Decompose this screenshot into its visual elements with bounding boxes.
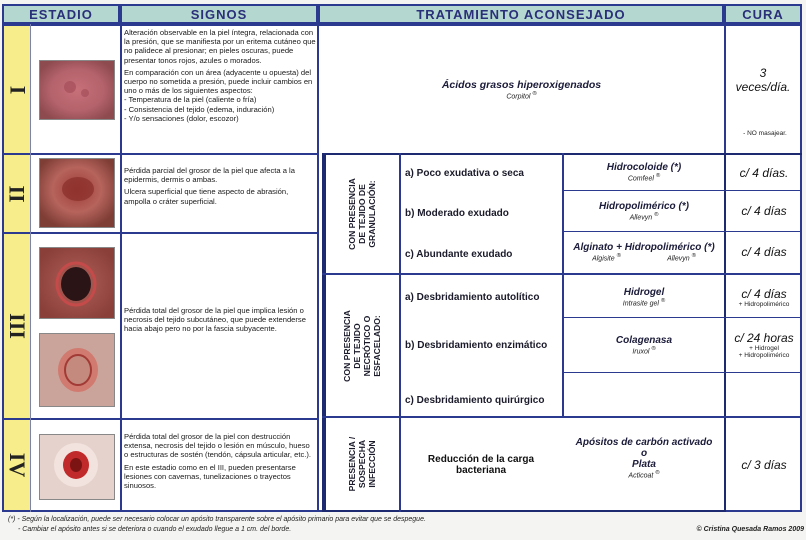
row-divider — [562, 190, 802, 191]
product-name: Hidropolimérico (*) — [598, 200, 689, 212]
product-name: Alginato + Hidropolimérico (*) — [573, 241, 715, 253]
granulacion-cura-c: c/ 4 días — [741, 245, 787, 259]
signos-stage-4-p2: En este estadio como en el III, pueden presentarse lesiones con cavernas, tunelizaciones o trayectos sinuosos. — [124, 462, 296, 491]
necrotico-cura-b — [726, 319, 802, 371]
cura-value: c/ 4 días — [741, 286, 787, 301]
cura-stage-1-value: 3 — [759, 66, 767, 80]
product-name: Apósitos de carbón activado — [575, 436, 713, 448]
infeccion-text — [401, 420, 561, 510]
necrotico-product-a — [564, 277, 724, 317]
header-signos: SIGNOS — [120, 4, 318, 24]
footer-note-1: (*) - Según la localización, puede ser necesario colocar un apósito transparente sobre el apósito primario para evitar que se despegue. — [8, 516, 426, 523]
necrotico-label: CON PRESENCIA DE TEJIDO NECRÓTICO O ESFACELADO: — [342, 309, 382, 382]
product-brand: Acticoat ® — [628, 469, 660, 480]
product-name: Plata — [632, 458, 656, 470]
necrotico-cura-a — [726, 277, 802, 317]
row-divider — [2, 418, 318, 420]
signos-stage-1-p2: En comparación con un área (adyacente u opuesta) del cuerpo no sometida a presión, puede incluir cambios en uno o más de los siguientes aspectos: - Temperatura de la piel (caliente o fría) - Consistencia del tejido (edema, induración) - Y/o sensaciones (dolor, escozor) — [124, 67, 313, 123]
product-or: o — [640, 447, 648, 459]
col-divider — [120, 24, 122, 512]
signos-stage-1 — [124, 28, 316, 152]
treatment-stage-1 — [319, 26, 724, 153]
stage-1-numeral: I — [5, 85, 30, 94]
header-cura: CURA — [724, 4, 802, 24]
wound-photo-stage-1 — [39, 60, 115, 120]
granulacion-label: CON PRESENCIA DE TEJIDO DE GRANULACIÓN: — [347, 178, 377, 250]
signos-stage-3-p1: Pérdida total del grosor de la piel que implica lesión o necrosis del tejido subcutáneo, que puede extenderse hacia abajo pero no por la fascia subyacente. — [124, 306, 306, 334]
wound-photo-stage-3b — [39, 333, 115, 407]
stage-4-numeral: IV — [4, 452, 30, 478]
wound-photo-stage-2 — [39, 158, 115, 228]
cura-value: c/ 24 horas — [734, 331, 794, 345]
product-brand: Allevyn ® — [629, 211, 659, 222]
signos-stage-2 — [124, 166, 316, 230]
infeccion-product — [564, 430, 724, 486]
granulacion-option-c: c) Abundante exudado — [405, 248, 513, 260]
signos-stage-4 — [124, 432, 316, 510]
cura-note: + Hidropolimérico — [738, 300, 790, 308]
necrotico-product-b — [564, 319, 724, 371]
col-divider — [30, 24, 31, 512]
granulacion-product-a — [564, 155, 724, 190]
treatment-stage-1-brand: Corpitol ® — [506, 90, 537, 101]
product-name: Hidrogel — [623, 286, 665, 298]
stage-3-cell — [4, 234, 30, 418]
signos-stage-3 — [124, 306, 316, 366]
footer-credit: © Cristina Quesada Ramos 2009 — [696, 526, 804, 533]
wound-photo-stage-4 — [39, 434, 115, 500]
infeccion-cura: c/ 3 días — [741, 458, 787, 472]
stage-2-numeral: II — [5, 184, 30, 203]
header-tratamiento: TRATAMIENTO ACONSEJADO — [318, 4, 724, 24]
signos-stage-4-p1: Pérdida total del grosor de la piel con destrucción extensa, necrosis del tejido o lesión en músculo, hueso o estructuras de sostén (tendón, cápsula articular, etc.). — [124, 432, 311, 460]
granulacion-option-b: b) Moderado exudado — [405, 207, 509, 219]
infeccion-label: PRESENCIA / SOSPECHA INFECCIÓN — [347, 436, 377, 492]
row-divider — [562, 317, 802, 318]
signos-stage-2-p1: Pérdida parcial del grosor de la piel que afecta a la epidermis, dermis o ambas. — [124, 166, 295, 185]
row-divider — [2, 232, 318, 234]
cura-stage-1-note: - NO masajear. — [743, 130, 787, 137]
product-name: Colagenasa — [615, 334, 673, 346]
stage-3-numeral: III — [5, 313, 30, 339]
cura-stage-1 — [726, 60, 800, 100]
stage-4-cell — [4, 420, 30, 510]
stage-1-cell — [4, 26, 30, 153]
product-brand: Comfeel ® — [627, 173, 661, 183]
cura-note: + Hidrogel — [749, 345, 779, 352]
footer-note-2: - Cambiar el apósito antes si se deteriora o cuando el exudado llegue a 1 cm. del borde. — [18, 526, 292, 533]
granulacion-option-a: a) Poco exudativa o seca — [405, 167, 524, 179]
granulacion-product-c — [564, 233, 724, 271]
necrotico-option-a: a) Desbridamiento autolítico — [405, 291, 540, 303]
cura-note: + Hidropolimérico — [738, 352, 790, 359]
stage-2-cell — [4, 155, 30, 232]
necrotico-option-b: b) Desbridamiento enzimático — [405, 339, 548, 351]
signos-stage-1-p1: Alteración observable en la piel íntegra, relacionada con la presión, que se manifiesta por un eritema cutáneo que no palidece al presionar; en pieles oscuras, puede presentar tonos rojos, azules o morados. — [124, 28, 316, 65]
granulacion-cura-a: c/ 4 días. — [739, 165, 789, 180]
product-name: Hidrocoloide (*) — [606, 162, 682, 174]
necrotico-option-c: c) Desbridamiento quirúrgico — [405, 394, 545, 406]
cura-stage-1-unit: veces/día. — [735, 80, 791, 94]
row-divider — [2, 153, 318, 155]
granulacion-product-b — [564, 192, 724, 230]
infeccion-reduccion: Reducción de la carga bacteriana — [427, 454, 535, 476]
row-divider — [562, 372, 802, 373]
treatment-stage-1-product: Ácidos grasos hiperoxigenados — [441, 78, 602, 91]
granulacion-cura-b: c/ 4 días — [741, 204, 787, 218]
header-estadio: ESTADIO — [2, 4, 120, 24]
product-brand: Iruxol ® — [632, 345, 656, 356]
product-brand: Algisite ® Allevyn ® — [592, 252, 696, 263]
signos-stage-2-p2: Ulcera superficial que tiene aspecto de abrasión, ampolla o cráter superficial. — [124, 187, 289, 206]
wound-photo-stage-3a — [39, 247, 115, 319]
row-divider — [562, 231, 802, 232]
product-brand: Intrasite gel ® — [622, 297, 666, 308]
